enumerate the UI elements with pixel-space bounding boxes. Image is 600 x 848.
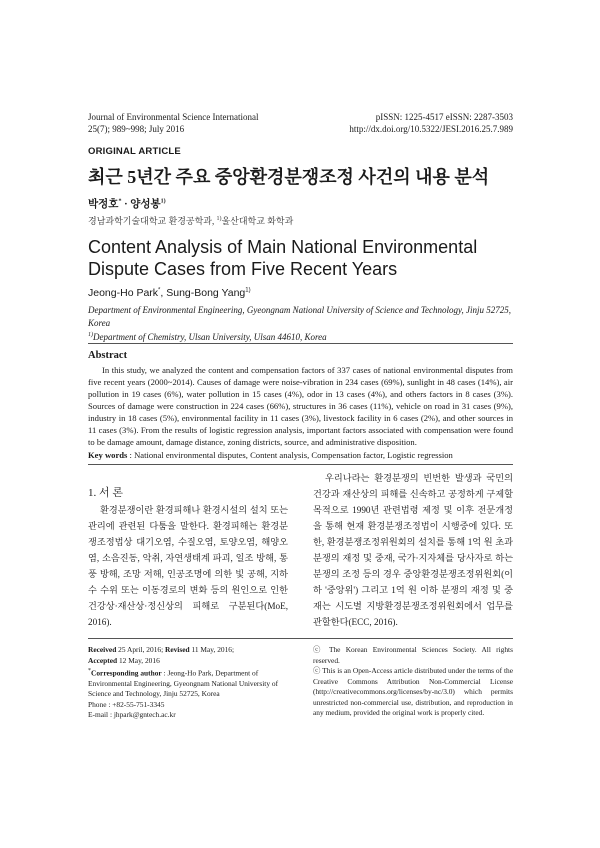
- divider-top: [88, 343, 513, 344]
- corr-text: : Jeong-Ho Park, Department of Environmental Engineering, Gyeongnam National University of Science and Technology, Jinju 52725, Korea: [88, 668, 279, 699]
- title-english: Content Analysis of Main National Environmental Dispute Cases from Five Recent Years: [88, 237, 478, 279]
- author2-en-mark: 1): [245, 287, 251, 294]
- received-date: 25 April, 2016;: [116, 645, 165, 654]
- revised-label: Revised: [164, 645, 190, 654]
- footnote-right: [313, 645, 513, 719]
- journal-header-right: [330, 111, 513, 135]
- keywords-sep: :: [127, 450, 135, 460]
- received-label: Received: [88, 645, 117, 654]
- keywords-text: National environmental disputes, Content analysis, Compensation factor, Logistic regression: [134, 450, 453, 460]
- revised-date: 11 May, 2016;: [189, 645, 235, 654]
- divider-keywords: [88, 464, 513, 465]
- authors-english: [88, 287, 251, 299]
- affiliation-english: [88, 304, 518, 344]
- affiliation-ko-mark: 1): [216, 216, 222, 222]
- affiliation-korean: [88, 214, 293, 227]
- authors-korean: [88, 196, 166, 211]
- author1-ko-mark: *: [118, 198, 122, 205]
- affiliation-en-2: Department of Chemistry, Ulsan University, Ulsan 44610, Korea: [93, 332, 327, 342]
- affiliation-ko-2: 울산대학교 화학과: [221, 216, 294, 226]
- phone: Phone : +82-55-751-3345: [88, 699, 165, 709]
- intro-right-column: 우리나라는 환경분쟁의 빈번한 발생과 국민의 건강과 재산상의 피해를 신속하고 공정하게 구제할 목적으로 1990년 관련법령 제정 및 이후 전문개정을 통해 현재 환경분쟁조정법이 시행중에 있다. 또한, 환경분쟁조정위원회의 설치를 통해 1억 원 초과 분쟁의 재정 및 중재, 국가·지자체를 당사자로 하는 분쟁의 조정 등의 경우 중앙환경분쟁조정위원회(이하 '중앙위') 그리고 1억 원 이하 분쟁의 재정 및 중재는 시도별 지방환경분쟁조정위원회에서 업무를 관할한다(ECC, 2016).: [313, 473, 513, 627]
- title-korean: 최근 5년간 주요 중앙환경분쟁조정 사건의 내용 분석: [88, 167, 490, 187]
- email[interactable]: E-mail : jhpark@gntech.ac.kr: [88, 710, 176, 720]
- journal-header-left: [88, 111, 348, 135]
- accepted-date: 12 May, 2016: [117, 655, 160, 665]
- author-sep-en: ,: [160, 287, 167, 299]
- author1-en-mark: *: [158, 287, 161, 294]
- author1-ko: 박정호: [88, 199, 119, 210]
- journal-volume: 25(7); 989~998; July 2016: [88, 124, 185, 134]
- affiliation-en-1: Department of Environmental Engineering, Gyeongnam National University of Science and Technology, Jinju 52725, Korea: [88, 305, 512, 328]
- affiliation-ko-1: 경남과학기술대학교 환경공학과,: [88, 216, 217, 226]
- abstract-body: In this study, we analyzed the content and compensation factors of 337 cases of national environmental disputes from five recent years (2000~2014). Causes of damage were noise-vibration in 234 cases (69%), sunlight in 48 cases (14%), air pollution in 19 cases (6%), water pollution in 15 cases (4%), odor in 13 cases (4%), and others factors in 8 cases (3%). Sources of damage were construction in 224 cases (66%), structures in 36 cases (11%), vehicle on road in 31 cases (9%), industry in 18 cases (5%), environmental facility in 11 cases (3%), livestock facility in 6 cases (2%), and other sources in 11 cases (3%). From the results of logistic regression analysis, important factors associated with compensation were found to be damage amount, damage distance, zoning districts, source, and administrative disposition.: [88, 365, 513, 447]
- copyright-line: ⓒ The Korean Environmental Sciences Society. All rights reserved.: [313, 645, 513, 665]
- keywords: [88, 450, 513, 460]
- divider-footnotes: [88, 638, 513, 639]
- abstract-heading: Abstract: [88, 350, 128, 361]
- issn: pISSN: 1225-4517 eISSN: 2287-3503: [375, 112, 513, 122]
- corr-mark: *: [88, 668, 91, 674]
- author2-ko-mark: 1): [160, 198, 166, 205]
- author2-ko: 양성봉: [130, 199, 161, 210]
- footnote-left: [88, 645, 293, 721]
- intro-left-column: 환경분쟁이란 환경피해나 환경시설의 설치 또는 관리에 관련된 다툼을 말한다. 환경피해는 환경분쟁조정법상 대기오염, 수질오염, 토양오염, 해양오염, 소음진동, 악취, 자연생태계 파괴, 일조 방해, 통풍 방해, 조망 저해, 인공조명에 의한 빛 공해, 지하수 수위 또는 이동경로의 변화 등의 원인으로 인한 건강상·재산상·정신상의 피해로 구분된다(MoE, 2016).: [88, 505, 288, 627]
- author1-en: Jeong-Ho Park: [88, 287, 159, 299]
- section-heading-intro: 1. 서 론: [88, 487, 124, 499]
- article-type: ORIGINAL ARTICLE: [88, 146, 181, 157]
- corr-label: Corresponding author: [91, 668, 162, 678]
- doi-link[interactable]: http://dx.doi.org/10.5322/JESI.2016.25.7.989: [349, 124, 513, 134]
- keywords-label: Key words: [88, 450, 128, 460]
- author2-en: Sung-Bong Yang: [166, 287, 246, 299]
- journal-name: Journal of Environmental Science International: [88, 112, 259, 122]
- license-line: ⓒ This is an Open-Access article distributed under the terms of the Creative Commons Attribution Non-Commercial License (http://creativecommons.org/licenses/by-nc/3.0) which permits unrestricted non-commercial use, distribution, and reproduction in any medium, provided the original work is properly cited.: [313, 666, 513, 717]
- accepted-label: Accepted: [88, 655, 118, 665]
- affiliation-en-mark: 1): [88, 332, 93, 338]
- author-sep-ko: ·: [121, 199, 131, 210]
